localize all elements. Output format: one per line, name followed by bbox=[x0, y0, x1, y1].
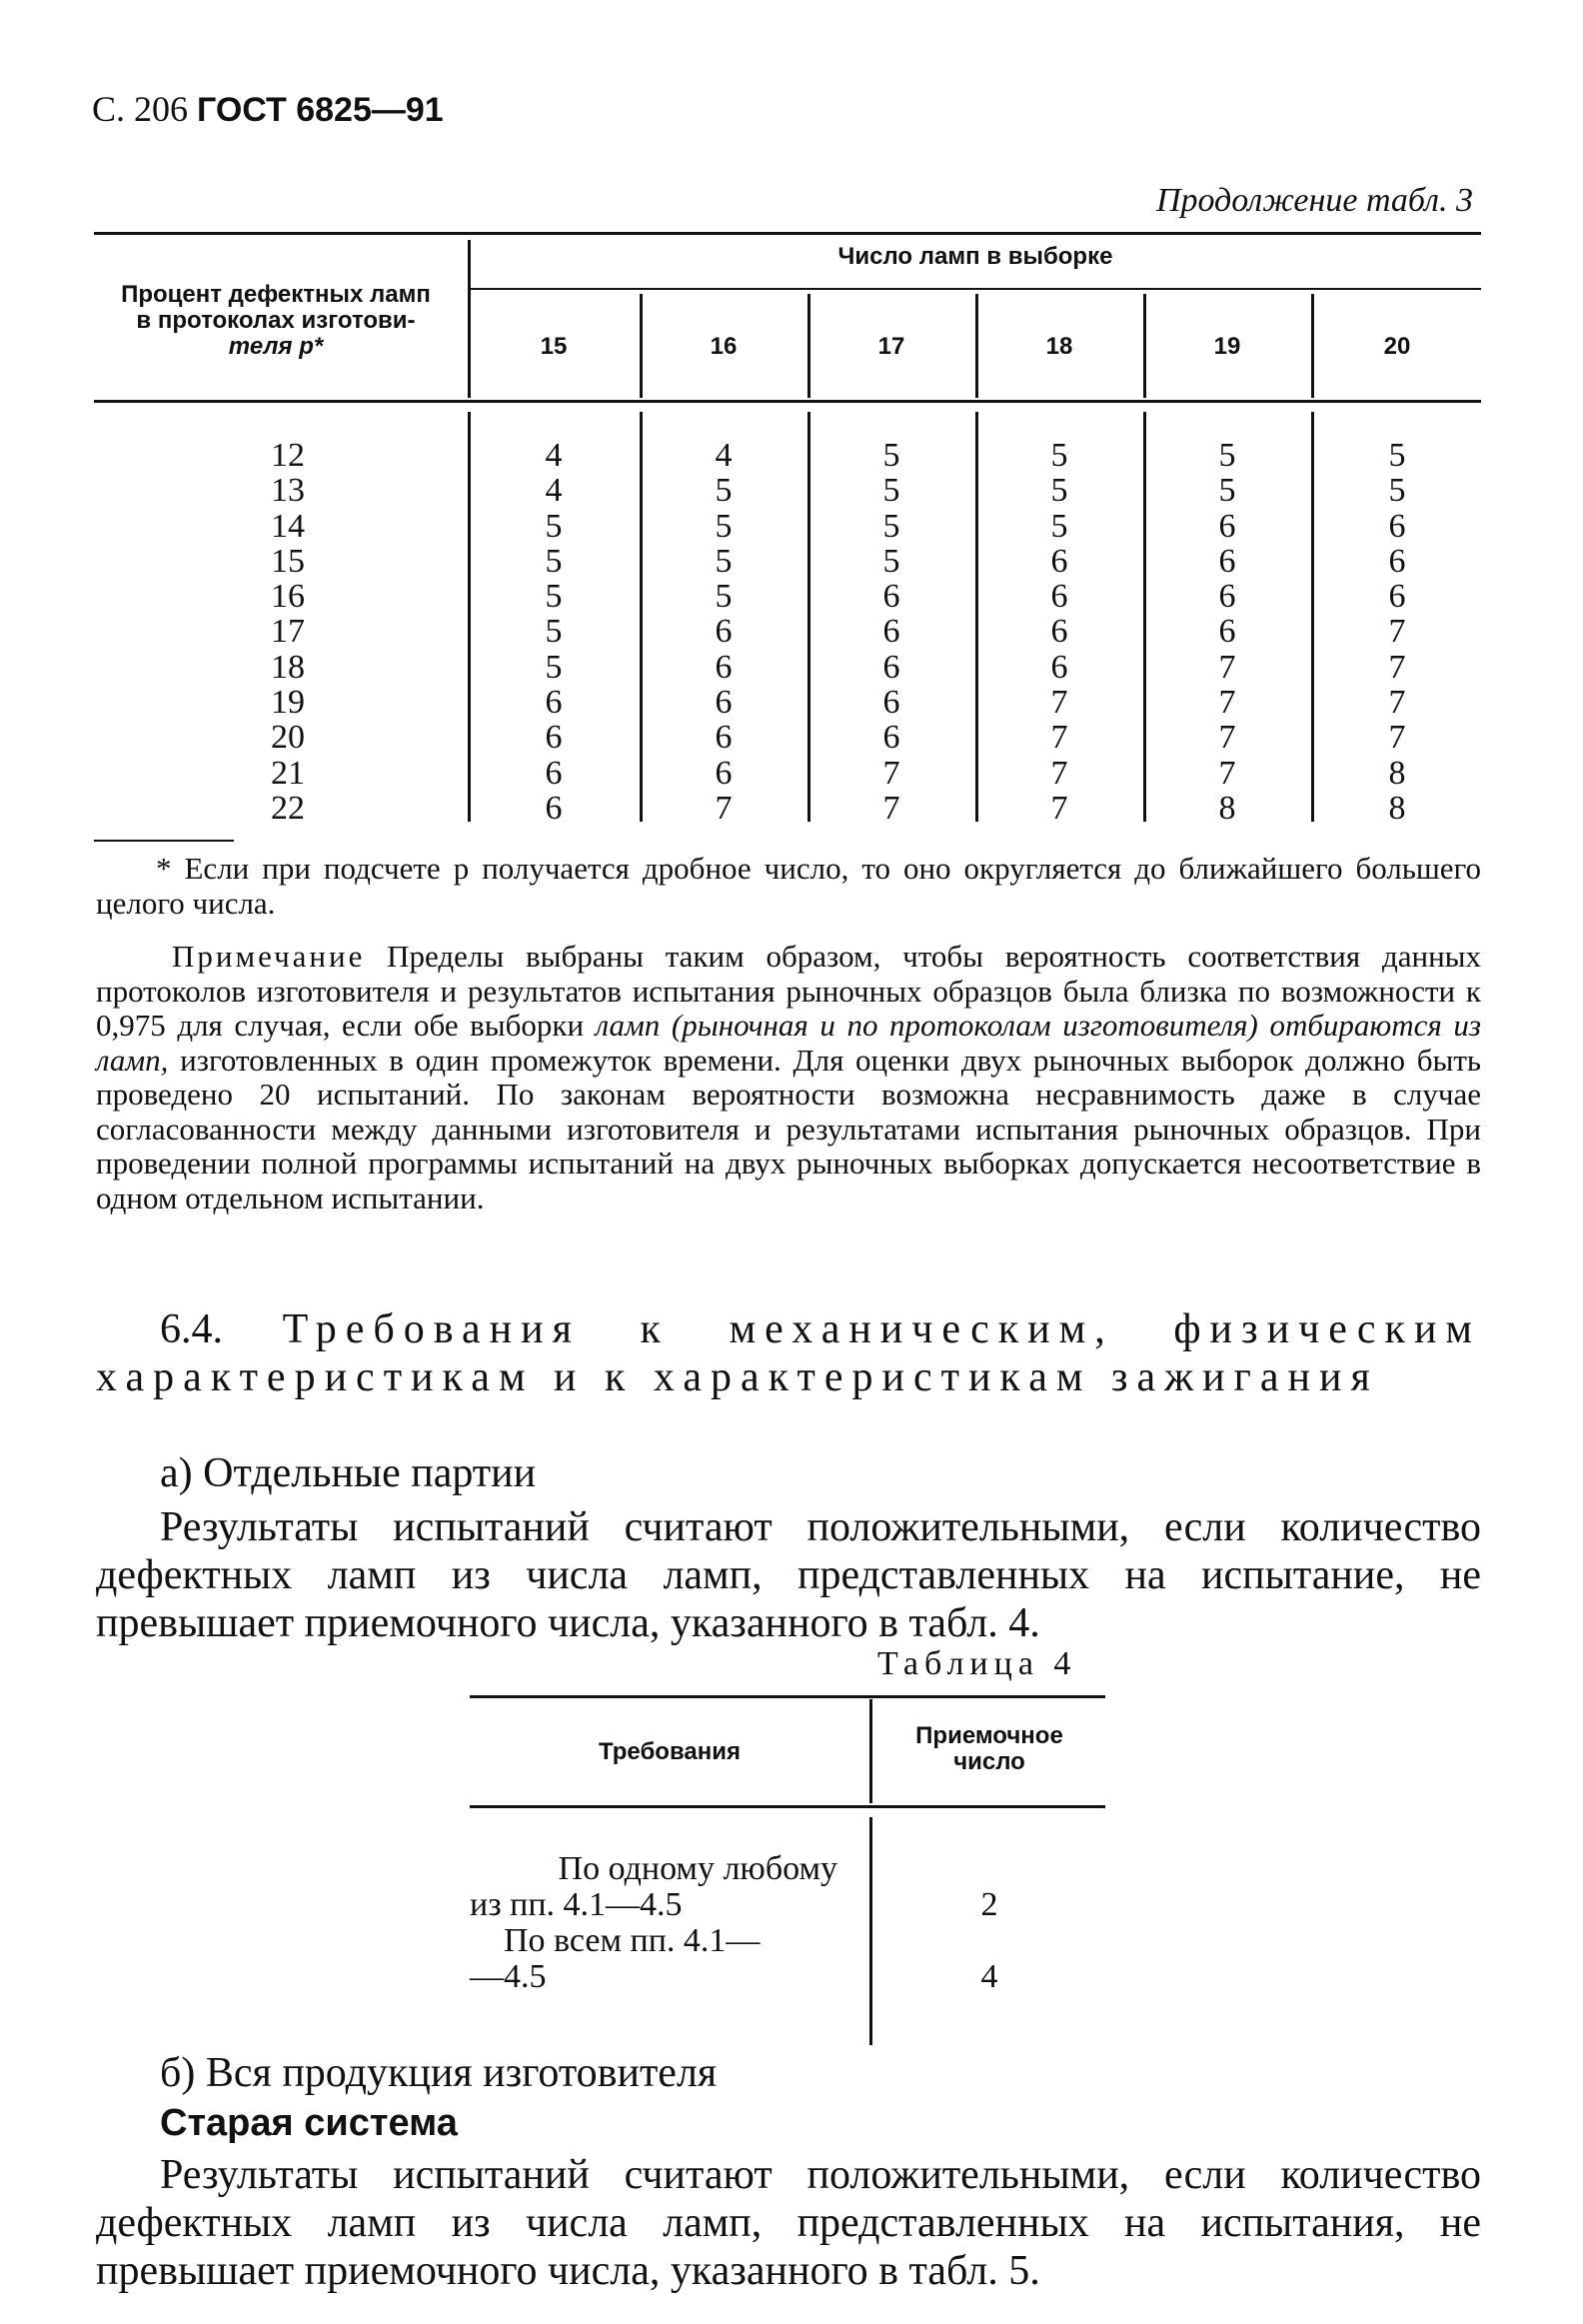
cell: 5 bbox=[1050, 437, 1068, 474]
group-header-rule bbox=[470, 288, 1481, 290]
cell: 7 bbox=[1050, 754, 1068, 792]
table-note bbox=[96, 940, 1481, 1215]
vrule bbox=[807, 412, 810, 822]
vrule bbox=[468, 412, 471, 822]
column-18 bbox=[979, 438, 1139, 826]
cell: 14 bbox=[271, 507, 305, 545]
cell: 7 bbox=[1050, 719, 1068, 757]
page-header bbox=[92, 88, 444, 130]
cell: 6 bbox=[715, 684, 733, 722]
table-4-col-requirement: Требования bbox=[599, 1738, 741, 1765]
column-header-18: 18 bbox=[1045, 333, 1073, 360]
vrule bbox=[1311, 412, 1314, 822]
vrule bbox=[975, 412, 978, 822]
cell: 7 bbox=[1218, 754, 1236, 792]
cell: 5 bbox=[715, 507, 733, 545]
column-header-15: 15 bbox=[540, 333, 568, 360]
cell: 6 bbox=[1218, 542, 1236, 580]
cell: 7 bbox=[1388, 648, 1406, 686]
item-a-text: Результаты испытаний считают положительными, если количество дефектных ламп из числа ламп, представленных на испытание, не превышает приемочного числа, указанного в табл. 4. bbox=[96, 1504, 1481, 1646]
column-header-16: 16 bbox=[710, 333, 738, 360]
item-b-text: Результаты испытаний считают положительными, если количество дефектных ламп из числа ламп, представленных на испытания, не превышает приемочного числа, указанного в табл. 5. bbox=[96, 2152, 1481, 2294]
column-17 bbox=[811, 438, 971, 826]
cell: 6 bbox=[715, 648, 733, 686]
cell: 7 bbox=[1388, 719, 1406, 757]
cell: 6 bbox=[1218, 507, 1236, 545]
cell: 7 bbox=[882, 789, 900, 827]
table-4-row-1 bbox=[470, 1851, 837, 1887]
cell: 22 bbox=[271, 789, 305, 827]
row-text: По одному любому bbox=[558, 1850, 837, 1887]
cell: 15 bbox=[271, 542, 305, 580]
cell: 13 bbox=[271, 472, 305, 510]
section-title: Требования к механическим, физическим характеристикам и к характеристикам зажигания bbox=[96, 1306, 1482, 1400]
cell: 6 bbox=[1050, 613, 1068, 651]
cell: 5 bbox=[1388, 437, 1406, 474]
cell: 6 bbox=[882, 578, 900, 616]
item-b-title: б) Вся продукция изготовителя bbox=[160, 2050, 718, 2096]
vrule bbox=[1143, 294, 1146, 398]
cell: 6 bbox=[1388, 507, 1406, 545]
cell: 17 bbox=[271, 613, 305, 651]
cell: 6 bbox=[1388, 542, 1406, 580]
cell: 6 bbox=[1388, 578, 1406, 616]
group-header: Число ламп в выборке bbox=[837, 243, 1113, 270]
header-bottom-rule bbox=[94, 400, 1481, 403]
table-4-row-2: По всем пп. 4.1— bbox=[504, 1922, 761, 1959]
cell: 7 bbox=[715, 789, 733, 827]
cell: 6 bbox=[882, 613, 900, 651]
footnote-rule bbox=[94, 840, 234, 842]
note-text-1: Пределы выбраны таким образом, чтобы вероятность соответствия данных протоколов изготовителя и результатов испытания рыночных образцов была близка по возможности к 0,975 для случая, если обе выборки bbox=[96, 939, 1481, 1043]
cell: 5 bbox=[545, 542, 563, 580]
cell: 7 bbox=[1388, 684, 1406, 722]
row-header-line: Процент дефектных ламп bbox=[121, 281, 431, 308]
table-4-header-rule bbox=[470, 1805, 1105, 1808]
vrule bbox=[640, 412, 643, 822]
cell: 5 bbox=[545, 648, 563, 686]
table-4-row-1b: из пп. 4.1—4.5 bbox=[470, 1886, 683, 1923]
cell: 5 bbox=[882, 472, 900, 510]
cell: 5 bbox=[715, 578, 733, 616]
cell: 5 bbox=[882, 437, 900, 474]
table-4-col-accept bbox=[873, 1723, 1105, 1775]
cell: 4 bbox=[715, 437, 733, 474]
vrule bbox=[869, 1699, 872, 1803]
column-16 bbox=[644, 438, 803, 826]
vrule bbox=[975, 294, 978, 398]
table-4-row-2b: —4.5 bbox=[470, 1958, 547, 1995]
table-4-caption: Таблица 4 bbox=[877, 1645, 1077, 1682]
column-header-17: 17 bbox=[877, 333, 905, 360]
vrule bbox=[640, 294, 643, 398]
cell: 5 bbox=[545, 578, 563, 616]
table-footnote: * Если при подсчете p получается дробное число, то оно округляется до ближайшего большего целого числа. bbox=[96, 851, 1481, 921]
cell: 5 bbox=[545, 507, 563, 545]
cell: 7 bbox=[1218, 719, 1236, 757]
cell: 19 bbox=[271, 684, 305, 722]
column-20 bbox=[1317, 438, 1477, 826]
cell: 6 bbox=[1218, 578, 1236, 616]
standard-title: ГОСТ 6825—91 bbox=[197, 91, 444, 129]
table-continuation-label: Продолжение табл. 3 bbox=[1155, 182, 1473, 219]
vrule bbox=[807, 294, 810, 398]
cell: 5 bbox=[1388, 472, 1406, 510]
cell: 18 bbox=[271, 648, 305, 686]
cell: 7 bbox=[1218, 648, 1236, 686]
table-4-row-1-value: 2 bbox=[980, 1886, 998, 1923]
cell: 5 bbox=[1050, 507, 1068, 545]
item-a-title: а) Отдельные партии bbox=[160, 1450, 537, 1496]
column-19 bbox=[1147, 438, 1307, 826]
table-4-row-2-value: 4 bbox=[980, 1958, 998, 1995]
cell: 5 bbox=[882, 542, 900, 580]
cell: 5 bbox=[1218, 472, 1236, 510]
section-6-4-heading bbox=[96, 1305, 1481, 1401]
cell: 5 bbox=[1218, 437, 1236, 474]
cell: 8 bbox=[1388, 754, 1406, 792]
cell: 21 bbox=[271, 754, 305, 792]
vrule bbox=[1311, 294, 1314, 398]
cell: 7 bbox=[1218, 684, 1236, 722]
table-top-rule bbox=[94, 232, 1481, 235]
cell: 7 bbox=[1050, 684, 1068, 722]
cell: 6 bbox=[882, 719, 900, 757]
vrule bbox=[1143, 412, 1146, 822]
cell: 5 bbox=[545, 613, 563, 651]
cell: 6 bbox=[882, 684, 900, 722]
cell: 6 bbox=[1218, 613, 1236, 651]
cell: 4 bbox=[545, 472, 563, 510]
cell: 5 bbox=[882, 507, 900, 545]
cell: 16 bbox=[271, 578, 305, 616]
note-text-2: изготовленных в один промежуток времени. Для оценки двух рыночных выборок должно быть проведено 20 испытаний. По законам вероятности возможна несравнимость даже в случае согласованности между данными изготовителя и результатами испытания рыночных образцов. При проведении полной программы испытаний на двух рыночных выборках допускается несоответствие в одном отдельном испытании. bbox=[96, 1042, 1482, 1215]
cell: 5 bbox=[715, 472, 733, 510]
cell: 8 bbox=[1388, 789, 1406, 827]
cell: 6 bbox=[1050, 578, 1068, 616]
cell: 6 bbox=[545, 754, 563, 792]
cell: 7 bbox=[882, 754, 900, 792]
cell: 4 bbox=[545, 437, 563, 474]
table-4-top-rule bbox=[470, 1695, 1105, 1698]
cell: 7 bbox=[1388, 613, 1406, 651]
cell: 6 bbox=[715, 719, 733, 757]
cell: 12 bbox=[271, 437, 305, 474]
note-label: Примечание bbox=[172, 939, 366, 974]
cell: 7 bbox=[1050, 789, 1068, 827]
cell: 5 bbox=[715, 542, 733, 580]
row-header bbox=[86, 282, 466, 360]
note-text-italic: ламп (рыночная и по протоколам изготовителя) отбираются из ламп, bbox=[96, 1008, 1482, 1078]
col-accept-line: число bbox=[953, 1748, 1025, 1775]
column-p-values bbox=[218, 438, 358, 826]
cell: 6 bbox=[882, 648, 900, 686]
column-header-20: 20 bbox=[1383, 333, 1411, 360]
vrule bbox=[869, 1817, 872, 2045]
column-15 bbox=[474, 438, 634, 826]
row-header-line: теля p* bbox=[228, 333, 324, 360]
cell: 6 bbox=[545, 719, 563, 757]
cell: 20 bbox=[271, 719, 305, 757]
cell: 6 bbox=[1050, 648, 1068, 686]
cell: 6 bbox=[715, 754, 733, 792]
cell: 6 bbox=[1050, 542, 1068, 580]
col-accept-line: Приемочное bbox=[915, 1722, 1063, 1749]
column-header-19: 19 bbox=[1213, 333, 1241, 360]
item-b-subtitle: Старая система bbox=[160, 2102, 458, 2144]
cell: 5 bbox=[1050, 472, 1068, 510]
row-header-line: в протоколах изготови- bbox=[136, 307, 416, 334]
page-number: С. 206 bbox=[92, 89, 189, 129]
cell: 6 bbox=[545, 789, 563, 827]
cell: 6 bbox=[715, 613, 733, 651]
cell: 8 bbox=[1218, 789, 1236, 827]
section-number: 6.4. bbox=[160, 1306, 223, 1352]
cell: 6 bbox=[545, 684, 563, 722]
